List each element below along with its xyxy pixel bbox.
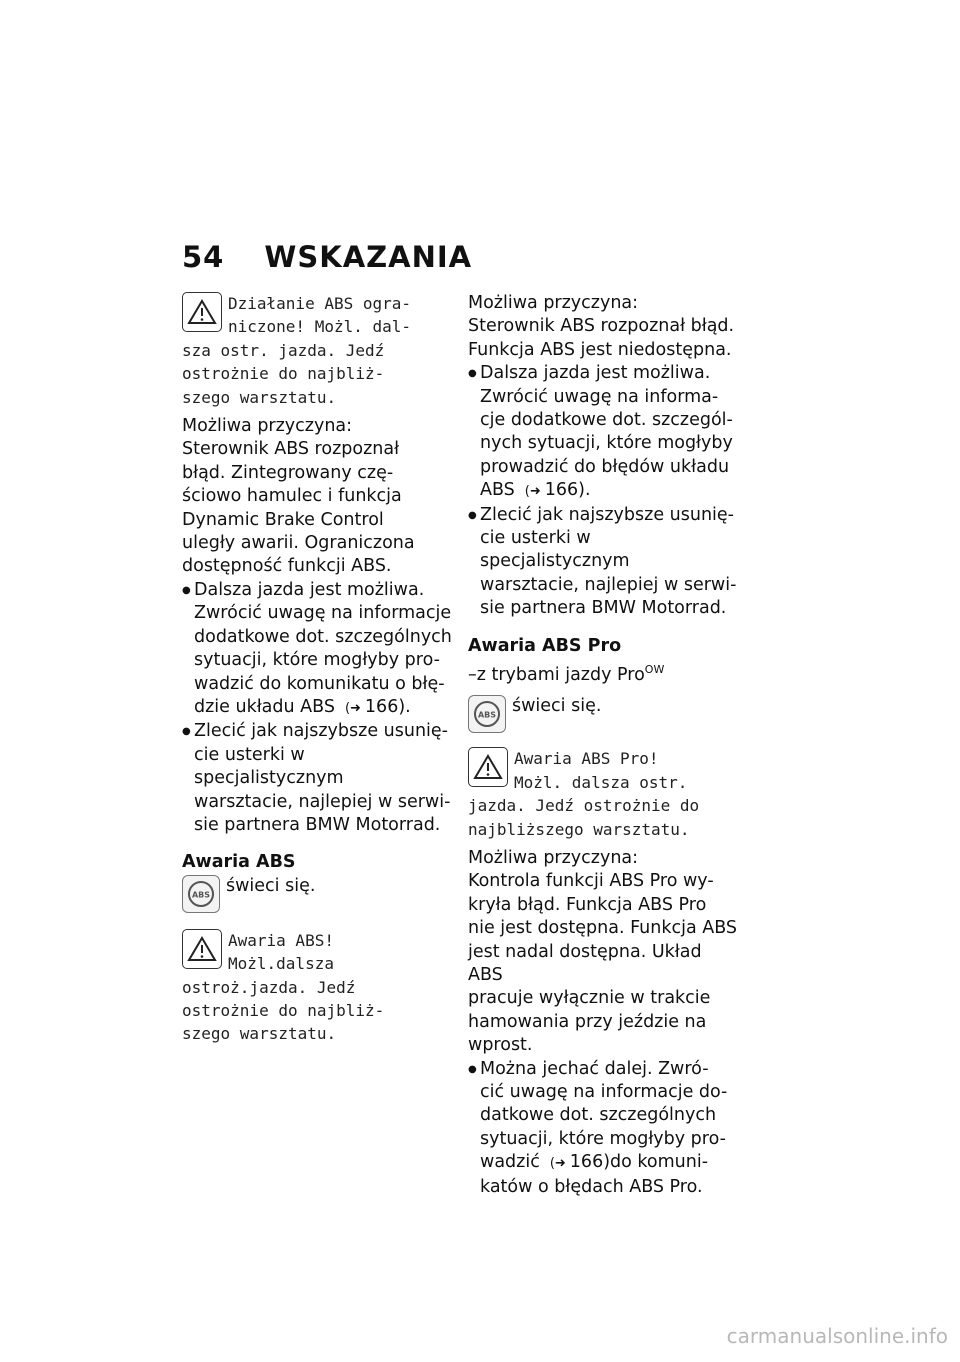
watermark: carmanualsonline.info [726, 1324, 948, 1348]
warning-message-abs-pro [468, 747, 740, 841]
page-reference[interactable]: 166). [544, 480, 591, 501]
right-column [468, 292, 740, 1199]
lamp-text: świeci się. [512, 696, 602, 717]
msg-line: najbliższego warsztatu. [468, 819, 690, 839]
page-number: 54 [182, 240, 225, 274]
cause-block [182, 415, 452, 837]
bullet-text: ABS [480, 480, 515, 501]
bullet-line: ● Zlecić jak najszybsze usunię- [194, 721, 448, 742]
section-title-abs-failure: Awaria ABS [182, 852, 296, 873]
bullet-line: ● Zlecić jak najszybsze usunię- [480, 504, 734, 525]
bullet-line [194, 696, 452, 720]
cause-line: ściowo hamulec i funkcja [182, 486, 402, 507]
bullet-line: cie usterki w specjalistycznym [194, 744, 344, 789]
msg-line: ostrożnie do najbliż- [182, 364, 385, 384]
cause-label: Możliwa przyczyna: [182, 416, 353, 437]
bullet-line: ● Można jechać dalej. Zwró- [480, 1058, 709, 1079]
bullet-item [182, 720, 452, 837]
cause-line: Funkcja ABS jest niedostępna. [468, 339, 732, 360]
cause-line: jest nadal dostępna. Układ ABS [468, 941, 702, 985]
cause-line: błąd. Zintegrowany czę- [182, 462, 394, 483]
msg-line: ostrożnie do najbliż- [182, 1000, 385, 1020]
cause-line: hamowania przy jeździe na [468, 1011, 707, 1032]
bullet-line: katów o błędach ABS Pro. [480, 1176, 703, 1197]
msg-line: Awaria ABS! [228, 930, 334, 950]
msg-line: szego warsztatu. [182, 1024, 337, 1044]
msg-line: ostroż.jazda. Jedź [182, 977, 356, 997]
warning-triangle-icon [468, 747, 508, 787]
cause-line: uległy awarii. Ograniczona [182, 533, 415, 554]
page-reference[interactable]: 166). [364, 696, 411, 717]
bullet-line: dodatkowe dot. szczególnych [194, 626, 452, 647]
msg-line: Możl. dalsza ostr. [514, 772, 688, 792]
cause-line: Sterownik ABS rozpoznał błąd. [468, 316, 735, 337]
lamp-text: świeci się. [226, 875, 316, 896]
msg-line: Awaria ABS Pro! [514, 749, 659, 769]
lamp-row [468, 695, 740, 737]
cause-line: Dynamic Brake Control [182, 509, 384, 530]
bullet-item [468, 362, 740, 503]
cause-line: nie jest dostępna. Funkcja ABS [468, 918, 738, 939]
warning-message-2 [182, 929, 452, 1046]
bullet-line: warsztacie, najlepiej w serwi- [194, 791, 451, 812]
page-reference-arrow-icon: (➜ [344, 700, 361, 716]
bullet-line: warsztacie, najlepiej w serwi- [480, 574, 737, 595]
bullet-item [182, 579, 452, 720]
page-reference[interactable]: 166)do komuni- [569, 1152, 709, 1173]
msg-line: Możl.dalsza [228, 954, 334, 974]
cause-line: Sterownik ABS rozpoznał [182, 439, 400, 460]
bullet-line: datkowe dot. szczególnych [480, 1105, 717, 1126]
page-reference-arrow-icon: (➜ [524, 484, 541, 500]
bullet-line [480, 1151, 740, 1175]
option-superscript: OW [644, 663, 665, 677]
abs-warning-lamp-icon [182, 875, 220, 913]
cause-line: wprost. [468, 1035, 533, 1056]
cause-block [468, 292, 740, 621]
page-title: WSKAZANIA [264, 240, 473, 274]
bullet-line: sytuacji, które mogłyby pro- [194, 650, 440, 671]
section-title-abs-pro-failure: Awaria ABS Pro [468, 635, 622, 656]
page-header [182, 240, 472, 274]
msg-line: sza ostr. jazda. Jedź [182, 340, 385, 360]
bullet-line: ● Dalsza jazda jest możliwa. [480, 363, 711, 384]
subtitle-text: –z trybami jazdy Pro [468, 664, 645, 685]
msg-line: niczone! Możl. dal- [228, 317, 412, 337]
bullet-line: nych sytuacji, które mogłyby [480, 433, 733, 454]
bullet-line: cje dodatkowe dot. szczegól- [480, 410, 733, 431]
msg-line: Działanie ABS ogra- [228, 294, 412, 313]
cause-label: Możliwa przyczyna: [468, 847, 639, 868]
lamp-label: ABS [191, 890, 211, 900]
lamp-row [182, 875, 452, 917]
bullet-text: dzie układu ABS [194, 696, 335, 717]
bullet-item [468, 504, 740, 621]
bullet-line: sie partnera BMW Motorrad. [480, 598, 727, 619]
bullet-line: sie partnera BMW Motorrad. [194, 814, 441, 835]
bullet-text: wadzić [480, 1152, 540, 1173]
bullet-line: Zwrócić uwagę na informacje [194, 603, 452, 624]
lamp-label: ABS [477, 710, 497, 720]
page-reference-arrow-icon: (➜ [549, 1156, 566, 1172]
cause-label: Możliwa przyczyna: [468, 293, 639, 313]
msg-line: jazda. Jedź ostrożnie do [468, 796, 700, 816]
cause-block-2 [468, 847, 740, 1199]
bullet-item [468, 1058, 740, 1199]
bullet-line: Zwrócić uwagę na informa- [480, 386, 719, 407]
warning-triangle-icon [182, 929, 222, 969]
warning-triangle-icon [182, 292, 222, 332]
abs-warning-lamp-icon [468, 695, 506, 733]
warning-message-1 [182, 292, 452, 409]
left-column [182, 292, 452, 1050]
bullet-line: cić uwagę na informacje do- [480, 1082, 728, 1103]
cause-line: Kontrola funkcji ABS Pro wy- [468, 871, 714, 892]
bullet-line: ● Dalsza jazda jest możliwa. [194, 579, 425, 600]
msg-line: szego warsztatu. [182, 387, 337, 407]
cause-line: kryła błąd. Funkcja ABS Pro [468, 894, 707, 915]
bullet-line [480, 479, 740, 503]
section-subtitle [468, 658, 740, 687]
cause-line: dostępność funkcji ABS. [182, 556, 392, 577]
bullet-line: sytuacji, które mogłyby pro- [480, 1128, 726, 1149]
bullet-line: wadzić do komunikatu o błę- [194, 673, 445, 694]
bullet-line: cie usterki w specjalistycznym [480, 528, 630, 572]
cause-line: pracuje wyłącznie w trakcie [468, 988, 711, 1009]
bullet-line: prowadzić do błędów układu [480, 456, 730, 477]
